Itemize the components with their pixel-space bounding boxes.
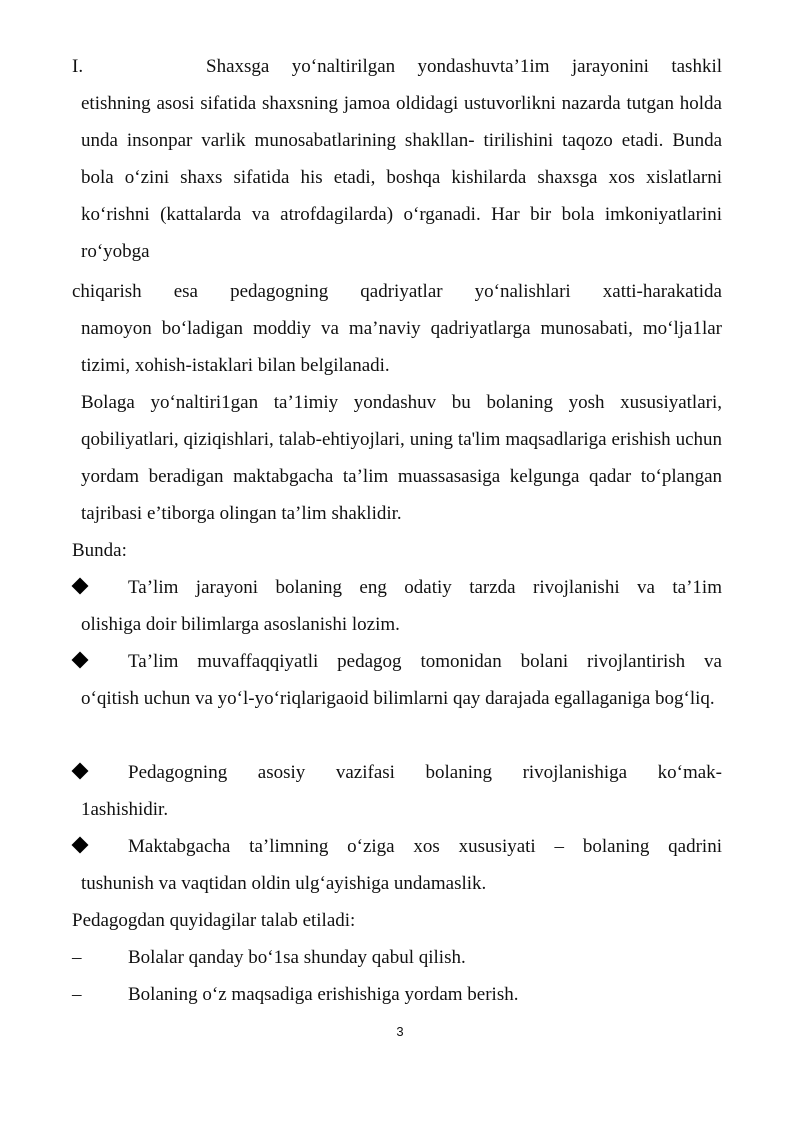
bullet-4-first-line: Maktabgacha ta’limning o‘ziga xos xususiyati – bolaning qadrini <box>128 836 722 857</box>
approach-paragraph <box>72 384 722 532</box>
requirements-title-block <box>72 902 722 939</box>
approach-paragraph-body: Bolaga yo‘naltiri1gan ta’1imiy yondashuv bu bolaning yosh xususiyatlari, qobiliyatlari, qiziqishlari, talab-ehtiyojlari, uning ta'lim maqsadlariga erishish uchun yordam beradigan maktabgacha ta’lim muassasasiga kelgunga qadar to‘plangan tajribasi e’tiborga olingan ta’lim shaklidir. <box>81 392 722 524</box>
bullet-1-rest: olishiga doir bilimlarga asoslanishi lozim. <box>81 614 400 635</box>
bullet-2-rest: o‘qitish uchun va yo‘l-yo‘riqlarigaoid bilimlarni qay darajada egallaganiga bog‘liq. <box>81 688 715 709</box>
heading-line <box>72 48 722 85</box>
diamond-bullet-icon <box>72 569 128 606</box>
bullet-3-rest: 1ashishidir. <box>81 799 169 820</box>
bullet-item-3 <box>72 754 722 828</box>
values-first-line: chiqarish esa pedagogning qadriyatlar yo‘nalishlari xatti-harakatida <box>72 281 722 302</box>
section-number: I. <box>72 56 84 77</box>
values-paragraph-body: namoyon bo‘ladigan moddiy va ma’naviy qadriyatlarga munosabati, mo‘lja1lar tizimi, xohish-istaklari bilan belgilanadi. <box>81 318 722 376</box>
bullet-4-rest: tushunish va vaqtidan oldin ulg‘ayishiga undamaslik. <box>81 873 487 894</box>
bullet-item-1 <box>72 569 722 643</box>
bunda-label-block <box>72 532 722 569</box>
list-item <box>72 939 722 976</box>
heading-first-line: Shaxsga yo‘naltirilgan yondashuvta’1im jarayonini tashkil <box>206 56 722 77</box>
dash-marker: – <box>72 947 82 968</box>
dash-marker: – <box>72 984 82 1005</box>
diamond-bullet-icon <box>72 754 128 791</box>
requirement-1-text: Bolalar qanday bo‘1sa shunday qabul qilish. <box>128 947 466 968</box>
diamond-bullet-icon <box>72 828 128 865</box>
bullet-1-first-line: Ta’lim jarayoni bolaning eng odatiy tarzda rivojlanishi va ta’1im <box>128 577 722 598</box>
bullet-3-first-line: Pedagogning asosiy vazifasi bolaning rivojlanishiga ko‘mak- <box>128 762 722 783</box>
requirement-2-text: Bolaning o‘z maqsadiga erishishiga yordam berish. <box>128 984 519 1005</box>
requirements-title: Pedagogdan quyidagilar talab etiladi: <box>72 910 356 931</box>
bullet-item-4 <box>72 828 722 902</box>
intro-paragraph <box>72 48 722 270</box>
bullet-item-2 <box>72 643 722 717</box>
diamond-bullet-icon <box>72 643 128 680</box>
page-number: 3 <box>396 1024 404 1039</box>
list-item <box>72 976 722 1013</box>
bullet-2-first-line: Ta’lim muvaffaqqiyatli pedagog tomonidan bolani rivojlantirish va <box>128 651 722 672</box>
bunda-label: Bunda: <box>72 540 127 561</box>
intro-paragraph-body: etishning asosi sifatida shaxsning jamoa oldidagi ustuvorlikni nazarda tutgan holda unda insonpar varlik munosabatlarining shakllan- tirilishini taqozo etadi. Bunda bola o‘zini shaxs sifatida his etadi, boshqa kishilarda shaxsga xos xislatlarni ko‘rishni (kattalarda va atrofdagilarda) o‘rganadi. Har bir bola imkoniyatlarini ro‘yobga <box>81 93 722 262</box>
requirements-list <box>72 939 722 1013</box>
values-paragraph <box>72 273 722 384</box>
values-first-line-row <box>72 273 722 310</box>
